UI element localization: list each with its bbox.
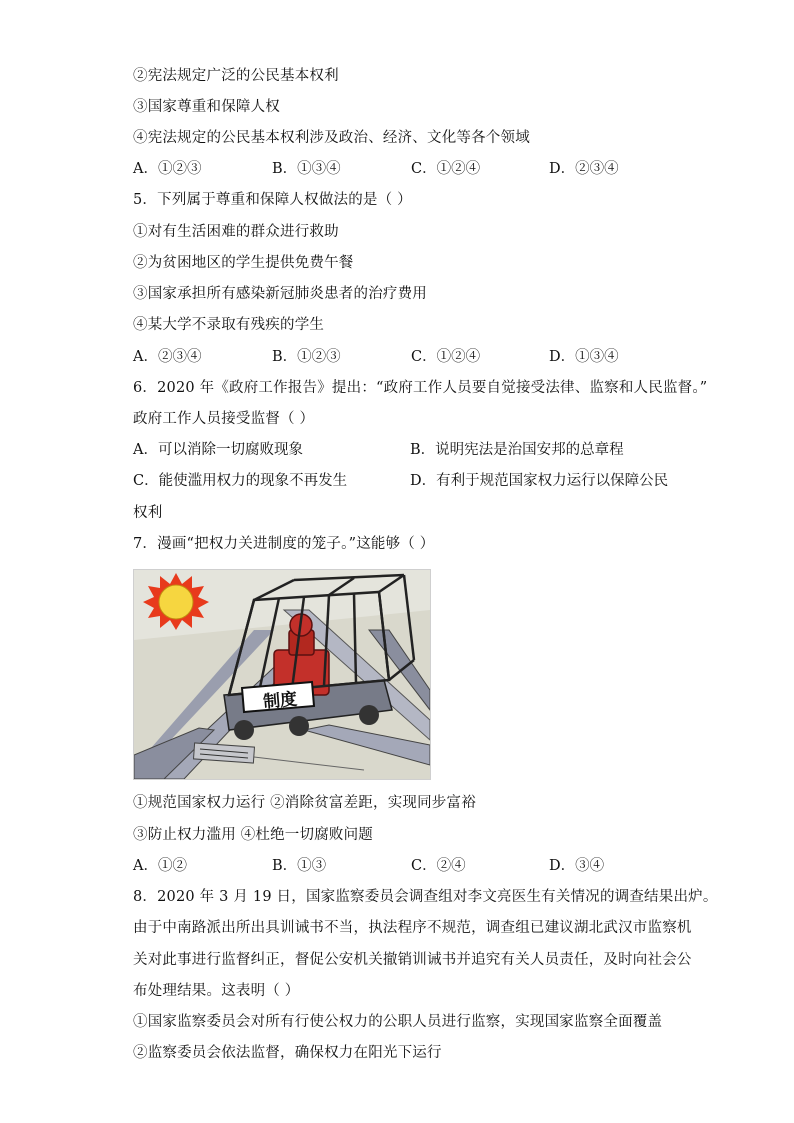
q7-option-d[interactable]: D．③④	[549, 858, 605, 874]
q5-option-c[interactable]: C．①②④	[411, 349, 481, 365]
q6-option-d-continued: 权利	[133, 505, 163, 521]
q5-option-b[interactable]: B．①②③	[272, 349, 341, 365]
q7-options	[133, 856, 733, 876]
q5-item-3: ③国家承担所有感染新冠肺炎患者的治疗费用	[133, 286, 427, 302]
q5-item-4: ④某大学不录取有残疾的学生	[133, 317, 325, 333]
q7-items-line-2: ③防止权力滥用 ④杜绝一切腐败问题	[133, 827, 374, 843]
q7-option-c[interactable]: C．②④	[411, 858, 466, 874]
q7-items-line-1: ①规范国家权力运行 ②消除贫富差距，实现同步富裕	[133, 795, 476, 811]
q4-option-d[interactable]: D．②③④	[549, 161, 619, 177]
q6-option-b[interactable]: B．说明宪法是治国安邦的总章程	[410, 442, 624, 458]
q6-option-a[interactable]: A．可以消除一切腐败现象	[133, 442, 303, 458]
q4-item-2: ②宪法规定广泛的公民基本权利	[133, 68, 339, 84]
cartoon-sign-label: 制度	[262, 689, 299, 713]
q7-option-b[interactable]: B．①③	[272, 858, 327, 874]
q8-stem-line-1: 8．2020 年 3 月 19 日，国家监察委员会调查组对李文亮医生有关情况的调查结果出炉。	[133, 889, 718, 905]
q6-stem-line-2: 政府工作人员接受监督（ ）	[133, 411, 315, 427]
q5-options	[133, 347, 733, 367]
q4-item-3: ③国家尊重和保障人权	[133, 99, 280, 115]
q8-stem-line-2: 由于中南路派出所出具训诫书不当，执法程序不规范，调查组已建议湖北武汉市监察机	[133, 920, 692, 936]
q6-option-c[interactable]: C．能使滥用权力的现象不再发生	[133, 473, 348, 489]
q4-option-b[interactable]: B．①③④	[272, 161, 341, 177]
q4-option-c[interactable]: C．①②④	[411, 161, 481, 177]
q4-item-4: ④宪法规定的公民基本权利涉及政治、经济、文化等各个领域	[133, 130, 530, 146]
q4-options	[133, 159, 733, 179]
q6-stem-line-1: 6．2020 年《政府工作报告》提出：“政府工作人员要自觉接受法律、监察和人民监督。”	[133, 380, 708, 396]
q8-item-1: ①国家监察委员会对所有行使公权力的公职人员进行监察，实现国家监察全面覆盖	[133, 1014, 663, 1030]
cartoon-illustration	[134, 570, 430, 779]
q7-stem: 7．漫画“把权力关进制度的笼子。”这能够（ ）	[133, 536, 435, 552]
q6-option-d[interactable]: D．有利于规范国家权力运行以保障公民	[410, 473, 669, 489]
q5-option-a[interactable]: A．②③④	[133, 349, 202, 365]
q8-stem-line-3: 关对此事进行监督纠正，督促公安机关撤销训诫书并追究有关人员责任，及时向社会公	[133, 952, 692, 968]
cage-cartoon-image	[133, 569, 431, 780]
q6-options-row-2	[133, 471, 733, 491]
q6-options-row-1	[133, 440, 733, 460]
q8-item-2: ②监察委员会依法监督，确保权力在阳光下运行	[133, 1045, 442, 1061]
q5-option-d[interactable]: D．①③④	[549, 349, 619, 365]
q5-item-2: ②为贫困地区的学生提供免费午餐	[133, 255, 354, 271]
q4-option-a[interactable]: A．①②③	[133, 161, 202, 177]
q8-stem-line-4: 布处理结果。这表明（ ）	[133, 983, 300, 999]
q5-item-1: ①对有生活困难的群众进行救助	[133, 224, 339, 240]
q7-option-a[interactable]: A．①②	[133, 858, 187, 874]
q5-stem: 5．下列属于尊重和保障人权做法的是（ ）	[133, 192, 412, 208]
